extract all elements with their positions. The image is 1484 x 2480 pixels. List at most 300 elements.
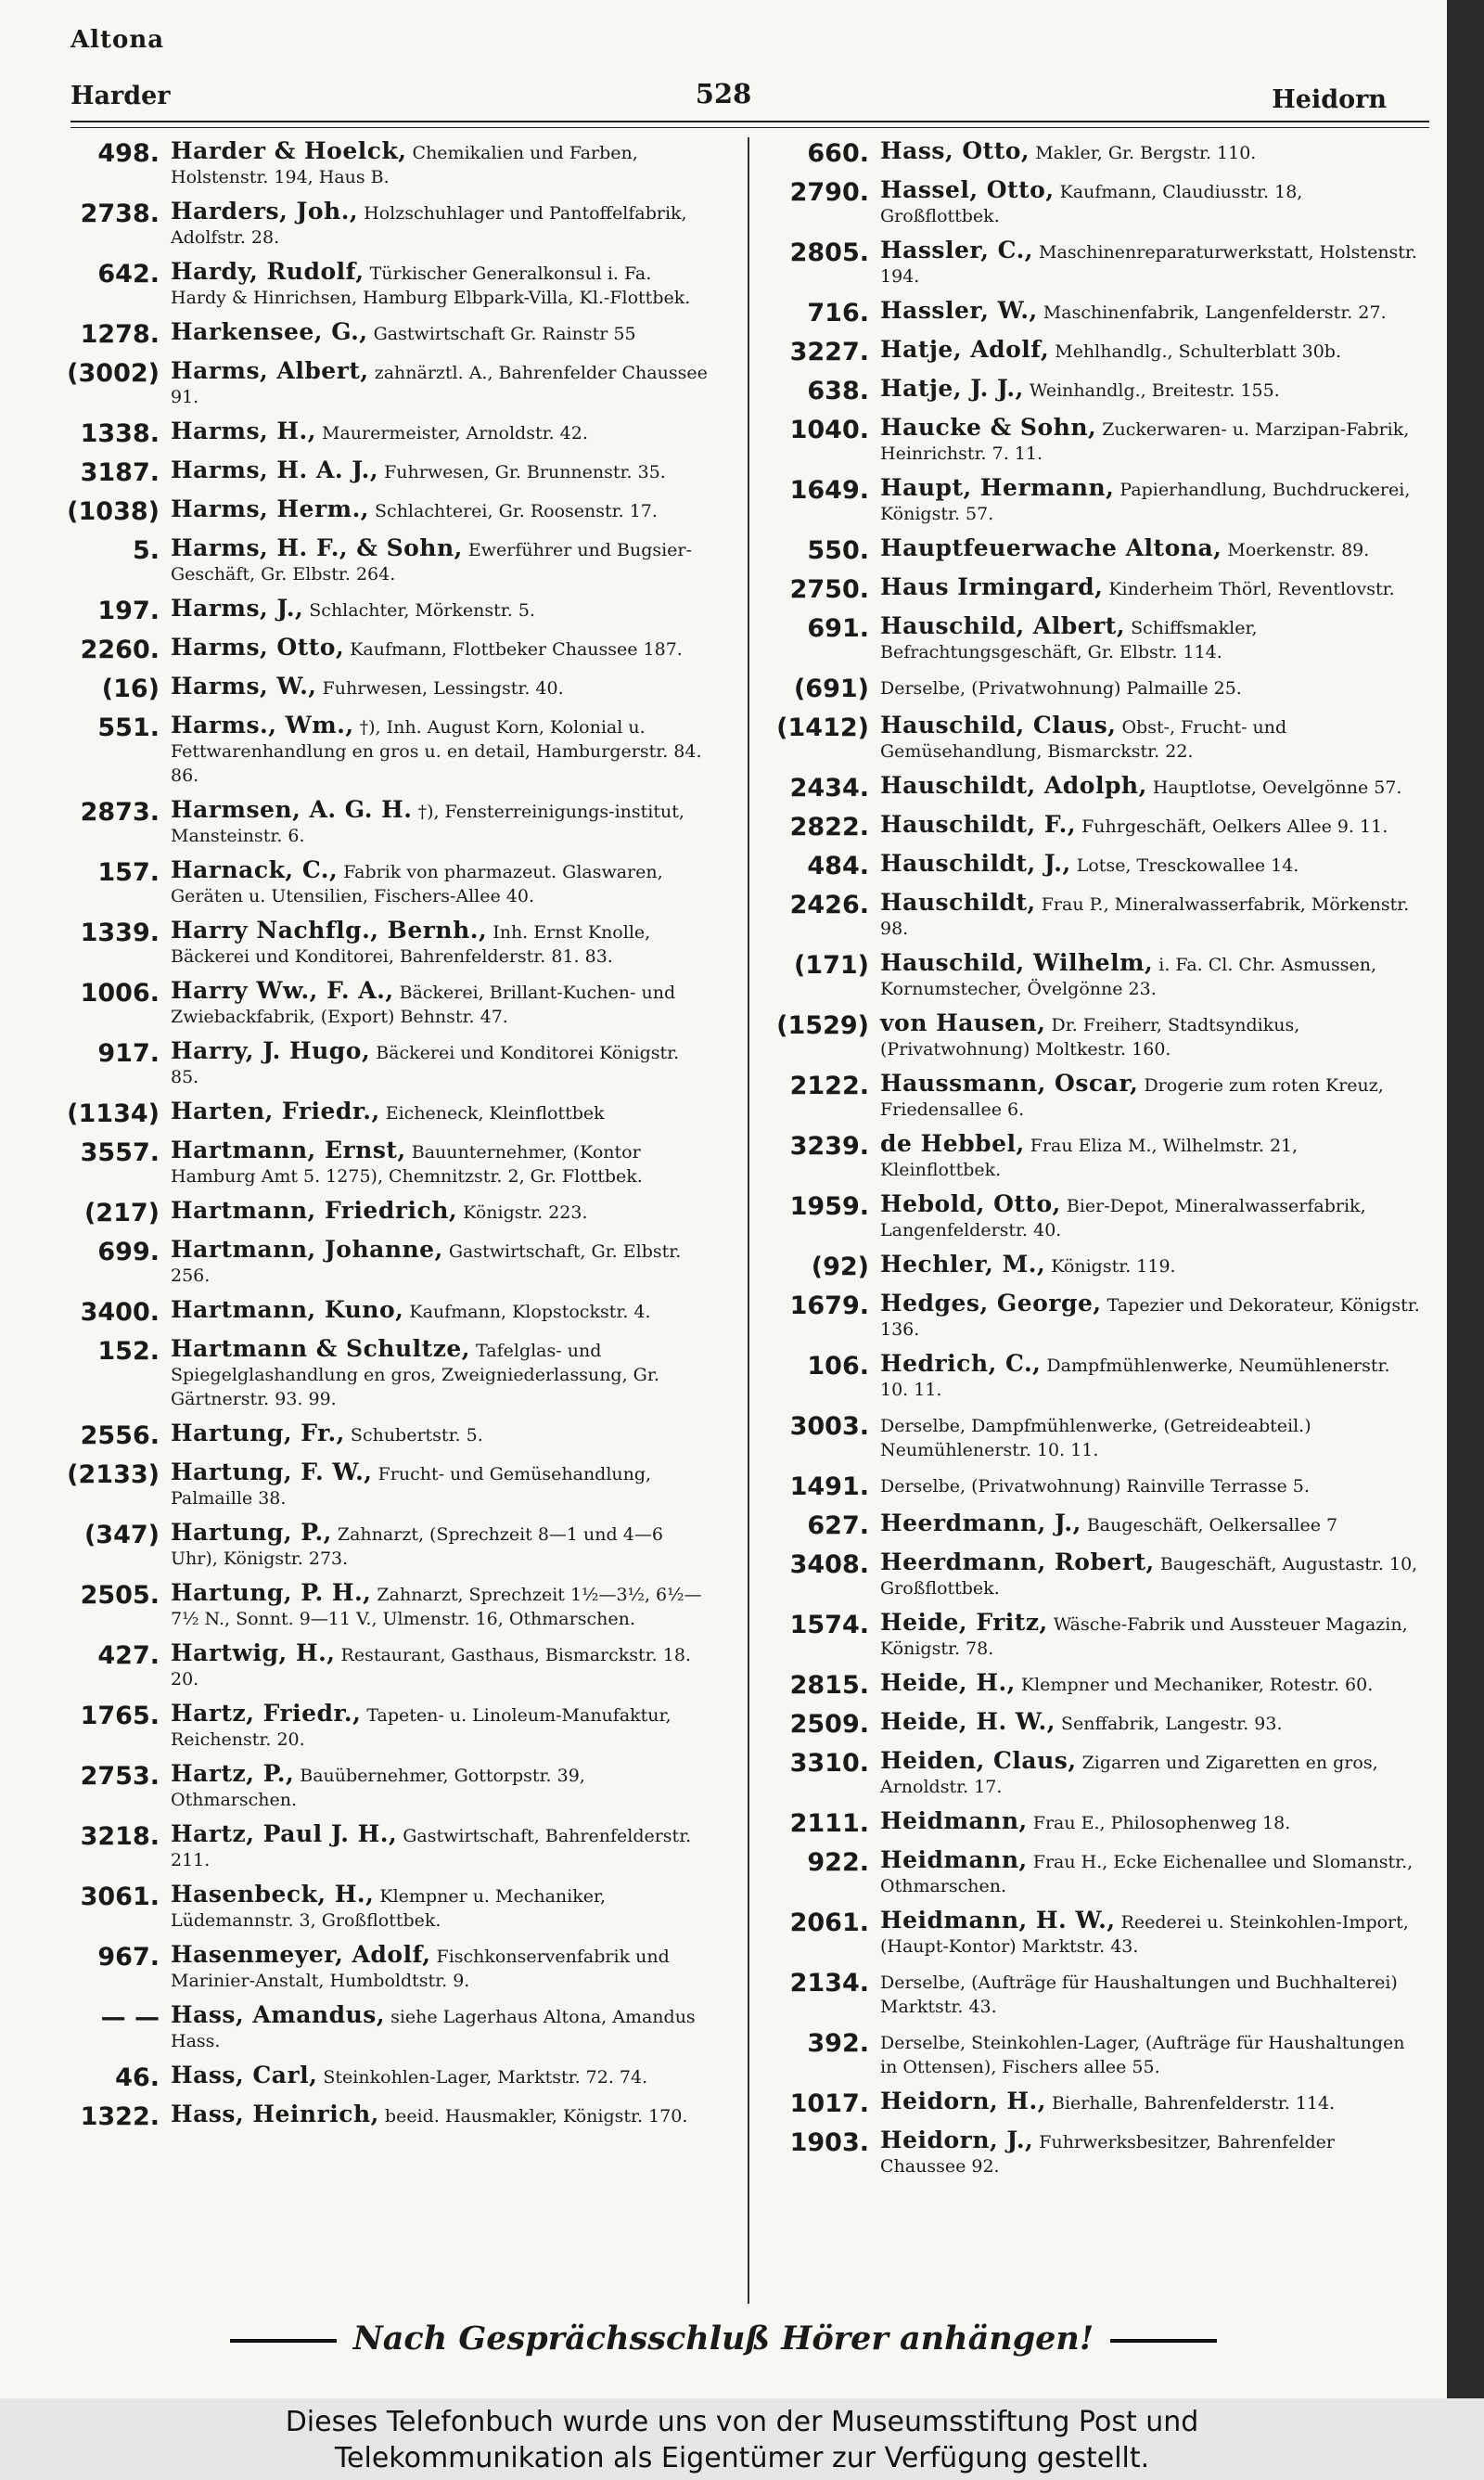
subscriber-details: Makler, Gr. Bergstr. 110. <box>1035 143 1257 163</box>
entry-body <box>880 1412 1421 1462</box>
entry-body <box>880 1969 1421 2019</box>
subscriber-name: Harms., Wm., <box>171 712 354 739</box>
subscriber-name: Hartmann, Friedrich, <box>171 1197 458 1224</box>
subscriber-details: Eicheneck, Kleinflottbek <box>385 1103 605 1124</box>
directory-entry <box>767 1132 1421 1182</box>
subscriber-details: Gastwirtschaft Gr. Rainstr 55 <box>373 324 636 344</box>
entry-body <box>880 614 1421 664</box>
subscriber-details: Mehlhandlg., Schulterblatt 30b. <box>1055 341 1341 362</box>
right-column <box>767 139 1421 2189</box>
entry-body <box>880 1291 1421 1342</box>
subscriber-details: Tapeten- u. Linoleum-Manufaktur, Reichenstr. 20. <box>171 1705 672 1750</box>
entry-body <box>171 858 711 908</box>
phone-number: 46. <box>115 2063 160 2092</box>
directory-entry <box>58 713 711 788</box>
subscriber-details: Bierhalle, Bahrenfelderstr. 114. <box>1052 2093 1336 2114</box>
subscriber-details: Baugeschäft, Oelkersallee 7 <box>1086 1515 1338 1536</box>
directory-entry <box>58 1238 711 1288</box>
entry-body <box>880 951 1421 1001</box>
entry-body <box>171 497 711 523</box>
column-divider <box>748 137 749 2304</box>
entry-body <box>171 713 711 788</box>
subscriber-name: Hasenbeck, H., <box>171 1881 375 1908</box>
subscriber-details: Klempner u. Mechaniker, Lüdemannstr. 3, Großflottbek. <box>171 1886 607 1931</box>
subscriber-details: Ewerführer und Bugsier-Geschäft, Gr. Elbstr. 264. <box>171 540 692 585</box>
phone-number: 2750. <box>789 575 869 604</box>
phone-number: (171) <box>793 951 869 980</box>
phone-number: 2434. <box>789 774 869 803</box>
phone-number: 917. <box>97 1039 160 1068</box>
directory-entry <box>58 2003 711 2053</box>
city-title: Altona <box>70 26 165 54</box>
entry-body <box>880 1749 1421 1799</box>
phone-number: 1679. <box>789 1291 869 1320</box>
entry-body <box>880 238 1421 289</box>
subscriber-name: Hartz, P., <box>171 1760 295 1787</box>
directory-entry <box>767 575 1421 604</box>
phone-number: (1134) <box>67 1099 160 1128</box>
phone-number: 2815. <box>789 1671 869 1700</box>
entry-body <box>880 476 1421 526</box>
subscriber-name: Hartung, P., <box>171 1519 332 1546</box>
phone-number: 1903. <box>789 2128 869 2157</box>
subscriber-details: Obst-, Frucht- und Gemüsehandlung, Bismarckstr. 22. <box>880 717 1287 762</box>
phone-number: 716. <box>807 299 869 328</box>
entry-body <box>171 359 711 409</box>
entry-body <box>171 458 711 484</box>
entry-body <box>171 675 711 700</box>
subscriber-details: Maschinenreparaturwerkstatt, Holstenstr. 194. <box>880 242 1417 287</box>
subscriber-name: Hass, Heinrich, <box>171 2101 379 2127</box>
subscriber-name: Hechler, M., <box>880 1251 1046 1278</box>
subscriber-name: Haupt, Hermann, <box>880 474 1115 501</box>
entry-body <box>171 1822 711 1872</box>
subscriber-details: Fuhrwerksbesitzer, Bahrenfelder Chaussee 92. <box>880 2132 1336 2177</box>
directory-entry <box>767 1848 1421 1898</box>
subscriber-name: Harry Ww., F. A., <box>171 977 394 1004</box>
subscriber-name: Hartmann & Schultze, <box>171 1335 471 1362</box>
subscriber-name: Heidorn, H., <box>880 2088 1046 2114</box>
directory-entry <box>58 1138 711 1189</box>
entry-body <box>880 1710 1421 1736</box>
entry-body <box>880 675 1421 700</box>
directory-entry <box>767 1412 1421 1462</box>
subscriber-name: de Hebbel, <box>880 1130 1025 1157</box>
directory-entry <box>58 798 711 848</box>
entry-body <box>171 1521 711 1571</box>
subscriber-name: Hauptfeuerwache Altona, <box>880 534 1222 561</box>
phone-number: 106. <box>807 1352 869 1381</box>
subscriber-details: Fabrik von pharmazeut. Glaswaren, Geräten u. Utensilien, Fischers-Allee 40. <box>171 862 663 906</box>
entry-body <box>171 1762 711 1812</box>
subscriber-details: Hauptlotse, Oevelgönne 57. <box>1152 777 1402 798</box>
directory-entry <box>58 1822 711 1872</box>
entry-body <box>880 813 1421 839</box>
subscriber-name: Hauschildt, <box>880 889 1036 916</box>
directory-entry <box>58 2063 711 2092</box>
entry-body <box>880 774 1421 800</box>
phone-number: (92) <box>811 1253 869 1281</box>
subscriber-name: Harms, H. A. J., <box>171 456 379 483</box>
phone-number: 2505. <box>80 1581 160 1610</box>
subscriber-details: Senffabrik, Langestr. 93. <box>1060 1714 1283 1734</box>
subscriber-name: Hartung, F. W., <box>171 1458 373 1485</box>
directory-entry <box>767 476 1421 526</box>
phone-number: 1491. <box>789 1472 869 1501</box>
phone-number: (691) <box>793 675 869 703</box>
phone-number: (217) <box>83 1199 160 1227</box>
phone-number: 627. <box>807 1511 869 1540</box>
phone-number: 2556. <box>80 1421 160 1450</box>
page-number: 528 <box>695 78 752 109</box>
phone-number: 2122. <box>789 1072 869 1100</box>
subscriber-name: Hassler, W., <box>880 297 1038 324</box>
phone-number: 967. <box>97 1943 160 1972</box>
subscriber-name: Harmsen, A. G. H. <box>171 796 413 823</box>
phone-number: 551. <box>97 713 160 742</box>
directory-entry <box>58 1943 711 1993</box>
subscriber-name: Hartmann, Kuno, <box>171 1296 404 1323</box>
directory-entry <box>58 636 711 664</box>
subscriber-details: Tapezier und Dekorateur, Königstr. 136. <box>880 1295 1420 1340</box>
subscriber-details: Restaurant, Gasthaus, Bismarckstr. 18. 20. <box>171 1645 691 1690</box>
subscriber-details: Türkischer Generalkonsul i. Fa. Hardy & Hinrichsen, Hamburg Elbpark-Villa, Kl.-Flottbek. <box>171 263 691 308</box>
phone-number: 3400. <box>80 1298 160 1327</box>
subscriber-name: Harders, Joh., <box>171 198 359 225</box>
directory-entry <box>767 1472 1421 1501</box>
subscriber-details: Frau P., Mineralwasserfabrik, Mörkenstr. 98. <box>880 894 1410 939</box>
entry-body <box>171 1199 711 1225</box>
directory-entry <box>767 813 1421 842</box>
entry-body <box>880 178 1421 228</box>
directory-entry <box>767 377 1421 405</box>
directory-entry <box>58 1199 711 1227</box>
subscriber-details: Dr. Freiherr, Stadtsyndikus, (Privatwohnung) Moltkestr. 160. <box>880 1015 1300 1060</box>
subscriber-details: Derselbe, (Privatwohnung) Rainville Terrasse 5. <box>880 1476 1310 1497</box>
entry-body <box>171 1039 711 1089</box>
subscriber-name: Harry Nachflg., Bernh., <box>171 917 488 944</box>
subscriber-name: Harms, H., <box>171 418 316 444</box>
subscriber-name: Hass, Carl, <box>171 2062 318 2088</box>
entry-body <box>880 891 1421 941</box>
directory-entry <box>767 1550 1421 1600</box>
phone-number: 1339. <box>80 919 160 947</box>
subscriber-details: Schiffsmakler, Befrachtungsgeschäft, Gr. Elbstr. 114. <box>880 618 1258 662</box>
phone-number: (1412) <box>776 713 869 742</box>
footer-notice <box>0 2398 1484 2480</box>
subscriber-details: Bäckerei, Brillant-Kuchen- und Zwiebackfabrik, (Export) Behnstr. 47. <box>171 983 676 1027</box>
subscriber-details: Zahnarzt, (Sprechzeit 8—1 und 4—6 Uhr), Königstr. 273. <box>171 1524 663 1569</box>
directory-entry <box>58 1581 711 1631</box>
phone-number: 427. <box>97 1641 160 1670</box>
phone-number: 1278. <box>80 320 160 349</box>
entry-body <box>171 597 711 623</box>
subscriber-details: Bäckerei und Konditorei Königstr. 85. <box>171 1043 680 1087</box>
subscriber-name: Heidorn, J., <box>880 2127 1034 2153</box>
entry-body <box>171 199 711 250</box>
entry-body <box>171 1099 711 1125</box>
subscriber-name: Hebold, Otto, <box>880 1190 1061 1217</box>
directory-entry <box>767 1192 1421 1242</box>
subscriber-details: Tafelglas- und Spiegelglashandlung en gros, Zweigniederlassung, Gr. Gärtnerstr. 93. 99. <box>171 1341 659 1409</box>
phone-number: 1338. <box>80 419 160 448</box>
directory-entry <box>767 416 1421 466</box>
subscriber-details: Derselbe, (Privatwohnung) Palmaille 25. <box>880 678 1242 699</box>
directory-entry <box>767 713 1421 764</box>
phone-number: 1574. <box>789 1611 869 1639</box>
subscriber-details: Chemikalien und Farben, Holstenstr. 194, Haus B. <box>171 143 638 187</box>
directory-entry <box>58 919 711 969</box>
directory-entry <box>58 139 711 189</box>
entry-body <box>880 1192 1421 1242</box>
phone-number: 550. <box>807 536 869 565</box>
directory-entry <box>767 139 1421 168</box>
subscriber-name: Heide, H. W., <box>880 1708 1055 1735</box>
subscriber-name: Hassel, Otto, <box>880 176 1055 203</box>
subscriber-name: Harder & Hoelck, <box>171 137 407 164</box>
directory-entry <box>58 1337 711 1411</box>
phone-number: 1017. <box>789 2089 869 2118</box>
subscriber-details: Königstr. 119. <box>1051 1256 1176 1277</box>
directory-entry <box>58 1882 711 1933</box>
phone-number: 2134. <box>789 1969 869 1998</box>
entry-body <box>171 979 711 1029</box>
entry-body <box>880 1011 1421 1061</box>
phone-number: (16) <box>101 675 160 703</box>
slogan <box>0 2319 1447 2358</box>
entry-body <box>880 1671 1421 1697</box>
directory-entry <box>58 1702 711 1752</box>
subscriber-details: Moerkenstr. 89. <box>1227 540 1370 560</box>
subscriber-name: Hartz, Paul J. H., <box>171 1820 398 1847</box>
entry-body <box>880 2029 1421 2079</box>
subscriber-name: Hauschild, Albert, <box>880 612 1126 639</box>
directory-entry <box>58 597 711 625</box>
entry-body <box>880 2089 1421 2115</box>
phone-number: 699. <box>97 1238 160 1266</box>
phone-number: 157. <box>97 858 160 887</box>
directory-entry <box>767 1969 1421 2019</box>
entry-body <box>880 338 1421 364</box>
phone-number: (2133) <box>67 1460 160 1489</box>
subscriber-name: von Hausen, <box>880 1009 1046 1036</box>
subscriber-name: Hauschildt, F., <box>880 811 1077 838</box>
subscriber-details: Maurermeister, Arnoldstr. 42. <box>322 423 588 443</box>
entry-body <box>171 1641 711 1691</box>
phone-number: 1765. <box>80 1702 160 1730</box>
subscriber-details: Frau H., Ecke Eichenallee und Slomanstr., Othmarschen. <box>880 1852 1414 1896</box>
subscriber-name: Harten, Friedr., <box>171 1098 380 1124</box>
entry-body <box>171 260 711 310</box>
entry-body <box>171 798 711 848</box>
entry-body <box>880 1072 1421 1122</box>
subscriber-name: Heerdmann, Robert, <box>880 1548 1155 1575</box>
directory-entry <box>767 1352 1421 1402</box>
subscriber-name: Heiden, Claus, <box>880 1747 1077 1774</box>
entry-body <box>171 1138 711 1189</box>
directory-entry <box>767 1710 1421 1739</box>
subscriber-details: Lotse, Tresckowallee 14. <box>1076 855 1299 876</box>
directory-entry <box>767 774 1421 803</box>
phone-number: 922. <box>807 1848 869 1877</box>
directory-entry <box>58 1298 711 1327</box>
phone-number: 3003. <box>789 1412 869 1441</box>
subscriber-details: Dampfmühlenwerke, Neumühlenerstr. 10. 11. <box>880 1356 1390 1400</box>
directory-entry <box>58 979 711 1029</box>
subscriber-name: Hartz, Friedr., <box>171 1700 362 1727</box>
subscriber-name: Harms, Otto, <box>171 634 345 661</box>
subscriber-name: Harms, W., <box>171 673 317 700</box>
directory-entry <box>767 1011 1421 1061</box>
subscriber-name: Harms, Herm., <box>171 495 369 522</box>
entry-body <box>171 2102 711 2128</box>
phone-number: 642. <box>97 260 160 289</box>
directory-entry <box>58 2102 711 2131</box>
entry-body <box>880 1809 1421 1835</box>
phone-number: 392. <box>807 2029 869 2058</box>
subscriber-details: Wäsche-Fabrik und Aussteuer Magazin, Königstr. 78. <box>880 1614 1408 1659</box>
entry-body <box>171 2063 711 2089</box>
subscriber-details: Derselbe, Dampfmühlenwerke, (Getreideabteil.) Neumühlenerstr. 10. 11. <box>880 1416 1311 1460</box>
subscriber-details: Schlachter, Mörkenstr. 5. <box>309 600 535 621</box>
subscriber-name: Hedges, George, <box>880 1290 1102 1317</box>
directory-entry <box>767 338 1421 366</box>
header-rule <box>70 121 1429 128</box>
subscriber-name: Heidmann, <box>880 1807 1028 1834</box>
directory-entry <box>58 536 711 586</box>
subscriber-name: Harkensee, G., <box>171 318 368 345</box>
subscriber-name: Hardy, Rudolf, <box>171 258 365 285</box>
subscriber-details: Gastwirtschaft, Gr. Elbstr. 256. <box>171 1241 682 1286</box>
header-last-keyword: Heidorn <box>1272 85 1387 114</box>
subscriber-details: Kaufmann, Flottbeker Chaussee 187. <box>350 639 683 660</box>
phone-number: (1038) <box>67 497 160 526</box>
phone-number: 2805. <box>789 238 869 267</box>
phone-number: 484. <box>807 852 869 880</box>
slogan-rule-left <box>230 2339 337 2343</box>
directory-entry <box>58 1099 711 1128</box>
subscriber-details: Zahnarzt, Sprechzeit 1½—3½, 6½—7½ N., Sonnt. 9—11 V., Ulmenstr. 16, Othmarschen. <box>171 1585 702 1629</box>
subscriber-name: Haussmann, Oscar, <box>880 1070 1139 1097</box>
directory-entry <box>767 1253 1421 1281</box>
subscriber-name: Harry, J. Hugo, <box>171 1037 371 1064</box>
subscriber-name: Hasenmeyer, Adolf, <box>171 1941 431 1968</box>
phone-number: 3239. <box>789 1132 869 1161</box>
phone-number: 2873. <box>80 798 160 827</box>
entry-body <box>171 1943 711 1993</box>
subscriber-details: Frau E., Philosophenweg 18. <box>1032 1813 1291 1833</box>
phone-number: 2738. <box>80 199 160 228</box>
subscriber-details: Holzschuhlager und Pantoffelfabrik, Adolfstr. 28. <box>171 203 687 248</box>
subscriber-details: Fuhrwesen, Lessingstr. 40. <box>322 678 564 699</box>
subscriber-details: Zigarren und Zigaretten en gros, Arnoldstr. 17. <box>880 1753 1378 1797</box>
phone-number: 3227. <box>789 338 869 366</box>
directory-entry <box>767 891 1421 941</box>
phone-number: 498. <box>97 139 160 168</box>
subscriber-details: Bier-Depot, Mineralwasserfabrik, Langenfelderstr. 40. <box>880 1196 1366 1240</box>
directory-entry <box>767 238 1421 289</box>
directory-entry <box>58 320 711 349</box>
subscriber-details: Königstr. 223. <box>463 1202 588 1223</box>
phone-number: 2111. <box>789 1809 869 1838</box>
entry-body <box>880 536 1421 562</box>
entry-body <box>880 1352 1421 1402</box>
subscriber-name: Hauschildt, J., <box>880 850 1071 877</box>
directory-entry <box>767 2089 1421 2118</box>
footer-line-1: Dieses Telefonbuch wurde uns von der Museumsstiftung Post und <box>285 2406 1199 2438</box>
subscriber-name: Harms, Albert, <box>171 357 369 384</box>
phone-number: 3061. <box>80 1882 160 1911</box>
directory-entry <box>58 199 711 250</box>
subscriber-details: Papierhandlung, Buchdruckerei, Königstr. 57. <box>880 480 1411 524</box>
directory-entry <box>767 1511 1421 1540</box>
directory-entry <box>58 1641 711 1691</box>
directory-entry <box>767 1809 1421 1838</box>
phone-number: 152. <box>97 1337 160 1366</box>
directory-entry <box>767 614 1421 664</box>
directory-entry <box>58 260 711 310</box>
subscriber-details: i. Fa. Cl. Chr. Asmussen, Kornumstecher, Övelgönne 23. <box>880 955 1377 999</box>
directory-entry <box>767 1908 1421 1959</box>
directory-entry <box>767 1072 1421 1122</box>
entry-body <box>171 1238 711 1288</box>
directory-entry <box>58 858 711 908</box>
phone-number: 3187. <box>80 458 160 487</box>
subscriber-name: Hartwig, H., <box>171 1639 336 1666</box>
phone-number: 1322. <box>80 2102 160 2131</box>
subscriber-name: Harnack, C., <box>171 856 339 883</box>
subscriber-details: Fischkonservenfabrik und Marinier-Anstalt, Humboldtstr. 9. <box>171 1947 670 1991</box>
subscriber-details: Schlachterei, Gr. Roosenstr. 17. <box>375 501 658 521</box>
directory-entry <box>58 1421 711 1450</box>
subscriber-name: Hatje, J. J., <box>880 375 1024 402</box>
phone-number: 2260. <box>80 636 160 664</box>
directory-entry <box>767 299 1421 328</box>
entry-body <box>171 320 711 346</box>
entry-body <box>880 1253 1421 1279</box>
entry-body <box>171 1460 711 1510</box>
phone-number: 691. <box>807 614 869 643</box>
subscriber-details: Frucht- und Gemüsehandlung, Palmaille 38. <box>171 1464 652 1509</box>
subscriber-name: Hauschildt, Adolph, <box>880 772 1147 799</box>
directory-entry <box>58 419 711 448</box>
phone-number: 2061. <box>789 1908 869 1937</box>
directory-entry <box>767 178 1421 228</box>
entry-body <box>880 1611 1421 1661</box>
entry-body <box>171 1581 711 1631</box>
subscriber-details: Derselbe, Steinkohlen-Lager, (Aufträge für Haushaltungen in Ottensen), Fischers allee 55. <box>880 2033 1405 2077</box>
phone-number: (3002) <box>67 359 160 388</box>
entry-body <box>171 536 711 586</box>
subscriber-details: Steinkohlen-Lager, Marktstr. 72. 74. <box>323 2067 648 2088</box>
subscriber-details: Weinhandlg., Breitestr. 155. <box>1029 380 1280 401</box>
subscriber-name: Hass, Otto, <box>880 137 1030 164</box>
subscriber-name: Hartmann, Johanne, <box>171 1236 443 1263</box>
phone-number: 1959. <box>789 1192 869 1221</box>
entry-body <box>880 1550 1421 1600</box>
subscriber-details: Inh. Ernst Knolle, Bäckerei und Konditorei, Bahrenfelderstr. 81. 83. <box>171 922 651 967</box>
subscriber-details: Schubertstr. 5. <box>350 1425 483 1446</box>
subscriber-name: Haucke & Sohn, <box>880 414 1097 441</box>
entry-body <box>880 377 1421 403</box>
entry-body <box>171 1702 711 1752</box>
phone-number: (347) <box>83 1521 160 1549</box>
directory-entry <box>767 1611 1421 1661</box>
subscriber-details: Zuckerwaren- u. Marzipan-Fabrik, Heinrichstr. 7. 11. <box>880 419 1410 464</box>
phone-number: 2753. <box>80 1762 160 1791</box>
phone-number: 2509. <box>789 1710 869 1739</box>
phone-number: 3310. <box>789 1749 869 1778</box>
